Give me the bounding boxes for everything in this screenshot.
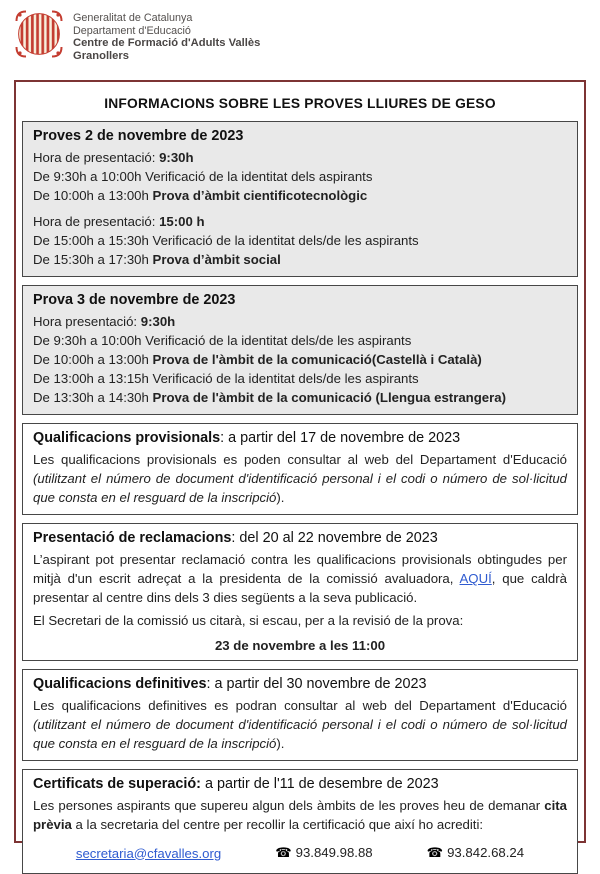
section-box-presentacio-reclamacions — [22, 523, 578, 661]
center-city: Granollers — [73, 49, 129, 62]
paragraph — [33, 696, 567, 753]
letterhead — [15, 10, 260, 62]
text-segment: : a partir del 30 novembre de 2023 — [206, 676, 427, 692]
section-box-qualificacions-definitives — [22, 669, 578, 761]
phone-icon: ☎ — [275, 846, 292, 861]
text-segment: 15:00 h — [159, 214, 205, 229]
text-segment: Les qualificacions provisionals es poden consultar al web del Departament d'Educació — [33, 452, 567, 467]
text-segment: De 9:30h a 10:00h Verificació de la identitat dels/de les aspirants — [33, 333, 412, 348]
paragraph — [33, 796, 567, 834]
section-box-certificats-superacio — [22, 769, 578, 874]
text-segment: ). — [276, 490, 285, 505]
text-segment: Prova d’àmbit cientificotecnològic — [152, 188, 368, 203]
org-name: Generalitat de Catalunya — [73, 12, 193, 24]
content-frame — [14, 80, 586, 861]
text-segment: Qualificacions definitives — [33, 676, 207, 692]
schedule-line — [33, 350, 567, 369]
department-name: Departament d'Educació — [73, 24, 191, 37]
text-segment: (utilitzant el número de document d'identificació personal i el codi o número de sol·licitud que consta en el resguard de la inscripció — [33, 471, 567, 505]
section-heading — [33, 128, 567, 144]
phone-number: ☎ 93.849.98.88 — [275, 845, 373, 861]
text-segment: De 13:30h a 14:30h — [33, 390, 153, 405]
schedule-line — [33, 250, 567, 269]
text-segment: Proves 2 de novembre de 2023 — [33, 128, 244, 144]
generalitat-logo-icon — [15, 10, 63, 58]
contact-row — [33, 845, 567, 861]
text-segment: Prova de l'àmbit de la comunicació(Castellà i Català) — [152, 352, 482, 367]
text-segment: De 15:30h a 17:30h — [33, 252, 153, 267]
schedule-line — [33, 369, 567, 388]
phone-icon: ☎ — [426, 846, 444, 861]
schedule-line — [33, 231, 567, 250]
text-segment: ). — [276, 736, 285, 751]
text-segment: De 13:00h a 13:15h Verificació de la identitat dels/de les aspirants — [33, 371, 419, 386]
paragraph — [33, 550, 567, 607]
text-segment: De 10:00h a 13:00h — [33, 352, 153, 367]
section-heading — [33, 530, 567, 546]
text-segment: Hora presentació: — [33, 314, 141, 329]
text-segment: (utilitzant el número de document d'identificació personal i el codi o número de sol·licitud que consta en el resguard de la inscripció — [33, 717, 567, 751]
paragraph — [33, 450, 567, 507]
text-segment: : a partir del 17 de novembre de 2023 — [220, 430, 461, 446]
text-segment: Certificats de superació: — [33, 776, 201, 792]
text-segment: Presentació de reclamacions — [33, 530, 232, 546]
page-title: INFORMACIONS SOBRE LES PROVES LLIURES DE GESO — [104, 96, 496, 111]
schedule-line — [33, 148, 567, 167]
schedule-line — [33, 186, 567, 205]
text-segment: Prova 3 de novembre de 2023 — [33, 292, 236, 308]
aqui-link[interactable]: AQUÍ — [459, 571, 492, 586]
schedule-line — [33, 388, 567, 407]
text-segment: 9:30h — [159, 150, 194, 165]
text-segment: Qualificacions provisionals — [33, 430, 221, 446]
section-heading — [33, 430, 567, 446]
section-box-qualificacions-provisionals — [22, 423, 578, 515]
schedule-line — [33, 212, 567, 231]
sections-container — [22, 121, 578, 874]
text-segment: De 15:00h a 15:30h Verificació de la identitat dels/de les aspirants — [33, 233, 419, 248]
schedule-line — [33, 312, 567, 331]
section-heading — [33, 776, 567, 792]
text-segment: Hora de presentació: — [33, 150, 160, 165]
text-segment: Les qualificacions definitives es podran consultar al web del Departament d'Educació — [33, 698, 567, 713]
text-segment: Prova de l'àmbit de la comunicació (Llengua estrangera) — [152, 390, 506, 405]
phone-number: ☎ 93.842.68.24 — [426, 845, 525, 861]
section-heading — [33, 292, 567, 308]
schedule-line — [33, 331, 567, 350]
text-segment: , que caldrà presentar al centre dins dels 3 dies següents a la seva publicació. — [33, 571, 567, 605]
text-segment: : del 20 al 22 novembre de 2023 — [231, 530, 438, 546]
text-segment: Hora de presentació: — [33, 214, 160, 229]
text-segment: a partir de l'11 de desembre de 2023 — [200, 776, 439, 792]
text-segment: 23 de novembre a les 11:00 — [214, 638, 386, 653]
text-segment: De 10:00h a 13:00h — [33, 188, 153, 203]
schedule-line — [33, 167, 567, 186]
section-heading — [33, 676, 567, 692]
center-name: Centre de Formació d'Adults Vallès — [73, 37, 261, 49]
revision-datetime — [33, 638, 567, 653]
text-segment: Les persones aspirants que supereu algun dels àmbits de les proves heu de demanar — [33, 798, 545, 813]
section-box-prova-3-novembre — [22, 285, 578, 415]
text-segment: L’aspirant pot presentar reclamació contra les qualificacions provisionals obtingudes per mitjà d'un escrit adreçat a la presidenta de la comissió avaluadora, — [33, 552, 567, 586]
text-segment: 9:30h — [140, 314, 176, 329]
text-segment: El Secretari de la comissió us citarà, si escau, per a la revisió de la prova: — [33, 613, 464, 628]
text-segment: cita prèvia — [33, 798, 567, 832]
text-segment: De 9:30h a 10:00h Verificació de la identitat dels aspirants — [33, 169, 373, 184]
section-box-proves-2-novembre — [22, 121, 578, 277]
paragraph — [33, 611, 567, 630]
email-link[interactable]: secretaria@cfavalles.org — [75, 845, 222, 861]
text-segment: a la secretaria del centre per recollir la certificació que així ho acrediti: — [71, 817, 484, 832]
text-segment: Prova d’àmbit social — [152, 252, 281, 267]
